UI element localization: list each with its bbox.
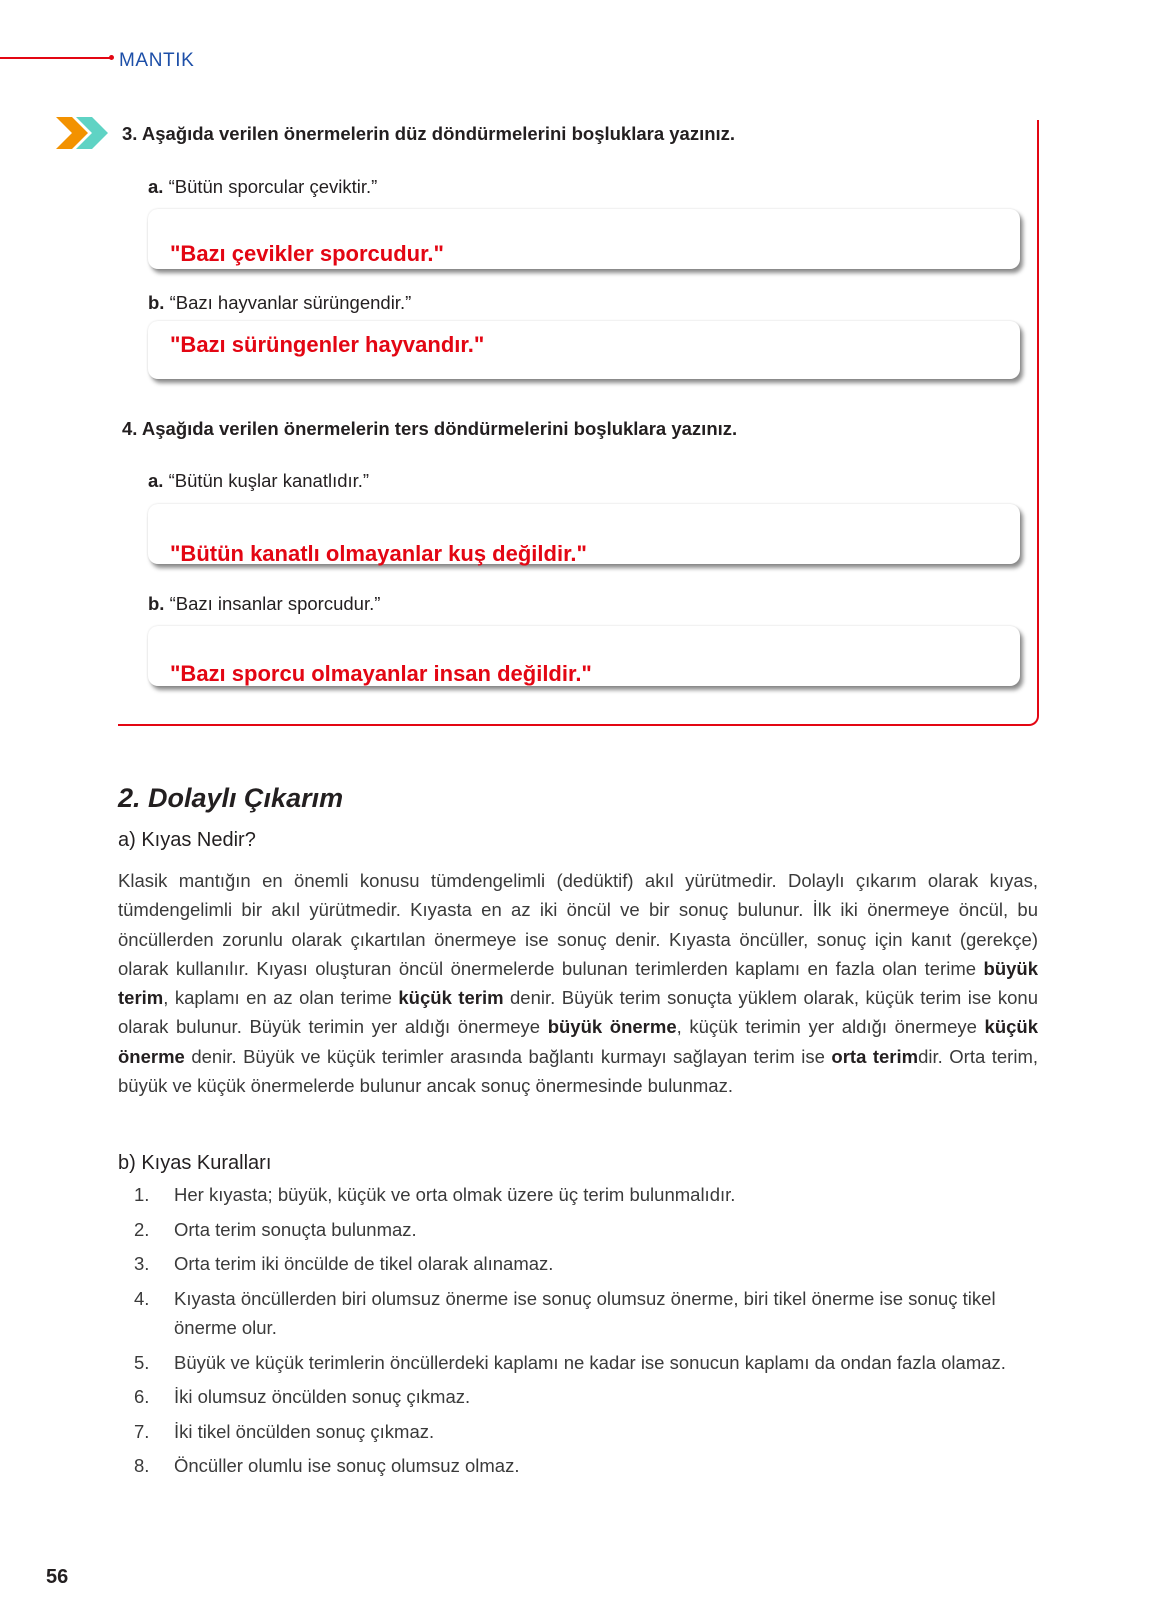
item-letter: b. bbox=[148, 292, 165, 313]
answer-4a: "Bütün kanatlı olmayanlar kuş değildir." bbox=[170, 541, 587, 566]
rule-text: Kıyasta öncüllerden biri olumsuz önerme ise sonuç olumsuz önerme, biri tikel önerme ise sonuç tikel önerme olur. bbox=[174, 1287, 996, 1338]
header-title: MANTIK bbox=[119, 50, 195, 71]
item-letter: a. bbox=[148, 176, 164, 197]
paragraph-text: , küçük terimin yer aldığı önermeye bbox=[676, 1016, 985, 1038]
list-item bbox=[134, 1284, 1038, 1343]
list-number: 4. bbox=[134, 1287, 150, 1309]
answer-4b: "Bazı sporcu olmayanlar insan değildir." bbox=[170, 661, 592, 686]
page-number: 56 bbox=[46, 1566, 69, 1588]
exercise-4b-statement bbox=[148, 593, 380, 615]
answer-3a: "Bazı çevikler sporcudur." bbox=[170, 241, 444, 266]
kiyas-rules-list bbox=[134, 1180, 1038, 1486]
statement-text: “Bütün sporcular çeviktir.” bbox=[168, 176, 378, 197]
section-title: 2. Dolaylı Çıkarım bbox=[118, 783, 344, 813]
rule-text: Öncüller olumlu ise sonuç olumsuz olmaz. bbox=[174, 1455, 520, 1476]
answer-3b: "Bazı sürüngenler hayvandır." bbox=[170, 332, 485, 357]
item-letter: a. bbox=[148, 470, 164, 491]
paragraph-text: , kaplamı en az olan terime bbox=[163, 987, 399, 1009]
paragraph-text: Klasik mantığın en önemli konusu tümdengelimli (dedüktif) akıl yürütmedir. Dolaylı çıkarım olarak kıyas, tümdengelimli bir akıl yürütmedir. Kıyasta en az iki öncül ve bir sonuç bulunur. İlk iki önermeye öncül, bu öncüllerden zorunlu olarak çıkartılan önermeye ise sonuç denir. Kıyasta öncüller, sonuç için kanıt (gerekçe) olarak kullanılır. Kıyası oluşturan öncül önermelerde bulunan terimlerden kaplamı en fazla olan terime bbox=[118, 870, 1038, 979]
statement-text: “Bazı hayvanlar sürüngendir.” bbox=[169, 292, 412, 313]
list-number: 3. bbox=[134, 1253, 150, 1274]
rule-text: Orta terim sonuçta bulunmaz. bbox=[174, 1218, 417, 1240]
rule-text: Büyük ve küçük terimlerin öncüllerdeki kaplamı ne kadar ise sonucun kaplamı da ondan fazla olamaz. bbox=[174, 1351, 1006, 1373]
subsection-a-title: a) Kıyas Nedir? bbox=[118, 829, 256, 851]
rule-text: İki tikel öncülden sonuç çıkmaz. bbox=[174, 1420, 435, 1442]
item-letter: b. bbox=[148, 593, 165, 614]
exercise-3a-statement bbox=[148, 176, 377, 198]
list-item bbox=[134, 1348, 1038, 1378]
kiyas-paragraph bbox=[118, 866, 1038, 1100]
term-kucuk-onerme: küçük önerme bbox=[118, 1016, 1038, 1067]
list-number: 8. bbox=[134, 1455, 150, 1476]
header-rule-dot bbox=[109, 55, 114, 60]
exercise-4a-statement bbox=[148, 470, 369, 492]
list-item bbox=[134, 1451, 1038, 1481]
paragraph-text: dir. Orta terim, büyük ve küçük önermelerde bulunur ancak sonuç önermesinde bulunmaz. bbox=[118, 1045, 1038, 1097]
list-item bbox=[134, 1417, 1038, 1447]
exercise-3-question: 3. Aşağıda verilen önermelerin düz döndürmelerini boşluklara yazınız. bbox=[122, 123, 736, 144]
term-orta-terim: orta terim bbox=[831, 1045, 919, 1067]
list-item bbox=[134, 1180, 1038, 1210]
rule-text: İki olumsuz öncülden sonuç çıkmaz. bbox=[174, 1386, 471, 1407]
statement-text: “Bütün kuşlar kanatlıdır.” bbox=[168, 470, 370, 491]
subsection-b-title: b) Kıyas Kuralları bbox=[118, 1152, 272, 1174]
statement-text: “Bazı insanlar sporcudur.” bbox=[169, 593, 381, 614]
paragraph-text: denir. Büyük terim sonuçta yüklem olarak, küçük terim ise konu olarak bulunur. Büyük terimin yer aldığı önermeye bbox=[118, 987, 1039, 1038]
rule-text: Her kıyasta; büyük, küçük ve orta olmak üzere üç terim bulunmalıdır. bbox=[174, 1184, 736, 1205]
list-item bbox=[134, 1382, 1038, 1412]
list-number: 6. bbox=[134, 1386, 150, 1407]
term-kucuk-terim: küçük terim bbox=[398, 987, 504, 1009]
list-item bbox=[134, 1215, 1038, 1245]
exercise-3b-statement bbox=[148, 292, 411, 314]
term-buyuk-onerme: büyük önerme bbox=[547, 1016, 677, 1038]
paragraph-text: denir. Büyük ve küçük terimler arasında bağlantı kurmayı sağlayan terim ise bbox=[184, 1045, 832, 1067]
list-number: 7. bbox=[134, 1420, 150, 1442]
list-number: 2. bbox=[134, 1218, 150, 1240]
list-number: 1. bbox=[134, 1184, 150, 1205]
header-rule bbox=[0, 57, 112, 59]
exercise-4-question: 4. Aşağıda verilen önermelerin ters döndürmelerini boşluklara yazınız. bbox=[122, 418, 738, 439]
term-buyuk-terim: büyük terim bbox=[118, 957, 1038, 1009]
list-number: 5. bbox=[134, 1351, 150, 1373]
rule-text: Orta terim iki öncülde de tikel olarak alınamaz. bbox=[174, 1253, 554, 1274]
list-item bbox=[134, 1249, 1038, 1279]
double-chevron-icon bbox=[56, 117, 108, 149]
